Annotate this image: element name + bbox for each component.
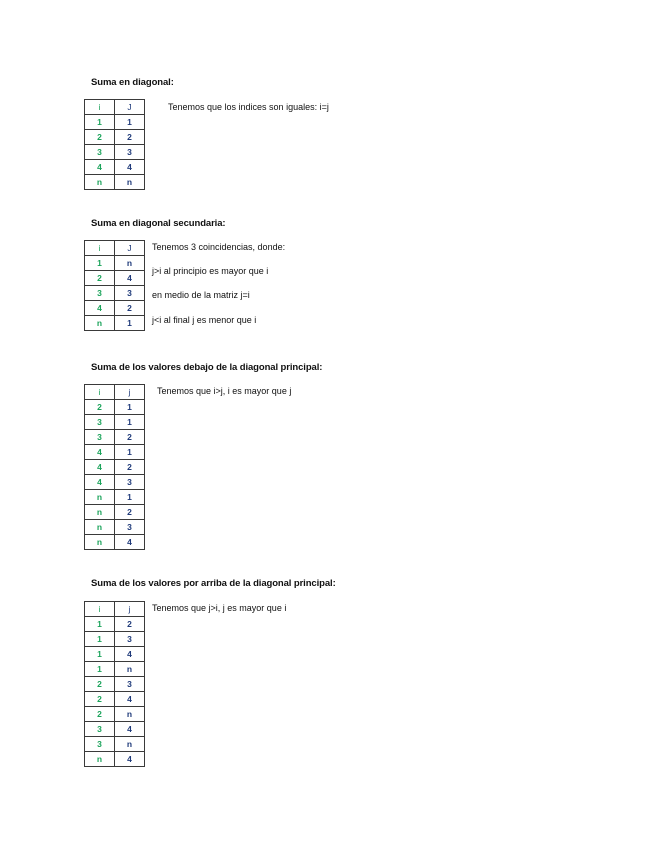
note-below-diagonal: Tenemos que i>j, i es mayor que j xyxy=(157,386,292,396)
table-row xyxy=(85,535,145,550)
note-secondary-2: j>i al principio es mayor que i xyxy=(152,266,269,276)
table-row xyxy=(85,430,145,445)
table-row xyxy=(85,505,145,520)
cell-i: 2 xyxy=(85,677,115,692)
index-table-below-diagonal xyxy=(84,384,145,550)
cell-i: 1 xyxy=(85,662,115,677)
table-row xyxy=(85,520,145,535)
table-row xyxy=(85,692,145,707)
cell-j: 1 xyxy=(115,115,145,130)
cell-i: 2 xyxy=(85,692,115,707)
cell-i: 2 xyxy=(85,271,115,286)
table-row xyxy=(85,475,145,490)
header-j: j xyxy=(115,385,145,400)
cell-j: 3 xyxy=(115,145,145,160)
cell-j: 2 xyxy=(115,505,145,520)
index-table-above-diagonal xyxy=(84,601,145,767)
cell-i: 3 xyxy=(85,722,115,737)
cell-i: 3 xyxy=(85,145,115,160)
cell-i: n xyxy=(85,175,115,190)
table-row xyxy=(85,662,145,677)
cell-i: n xyxy=(85,505,115,520)
cell-j: n xyxy=(115,175,145,190)
cell-j: 3 xyxy=(115,520,145,535)
section-title-below-diagonal: Suma de los valores debajo de la diagonal principal: xyxy=(91,362,323,373)
cell-j: 1 xyxy=(115,490,145,505)
table-row xyxy=(85,256,145,271)
cell-j: 3 xyxy=(115,286,145,301)
cell-i: 2 xyxy=(85,130,115,145)
cell-j: n xyxy=(115,256,145,271)
cell-i: 4 xyxy=(85,445,115,460)
cell-j: n xyxy=(115,707,145,722)
cell-j: 3 xyxy=(115,475,145,490)
cell-i: n xyxy=(85,752,115,767)
section-title-secondary-diagonal: Suma en diagonal secundaria: xyxy=(91,218,226,229)
cell-j: n xyxy=(115,737,145,752)
cell-i: 1 xyxy=(85,256,115,271)
cell-j: 2 xyxy=(115,617,145,632)
cell-j: 4 xyxy=(115,692,145,707)
cell-i: 1 xyxy=(85,617,115,632)
table-row xyxy=(85,145,145,160)
cell-i: 1 xyxy=(85,632,115,647)
table-row xyxy=(85,271,145,286)
cell-j: 4 xyxy=(115,160,145,175)
note-secondary-4: j<i al final j es menor que i xyxy=(152,315,257,325)
note-secondary-3: en medio de la matriz j=i xyxy=(152,290,250,300)
cell-j: 4 xyxy=(115,752,145,767)
cell-j: 3 xyxy=(115,677,145,692)
note-secondary-1: Tenemos 3 coincidencias, donde: xyxy=(152,242,286,252)
table-row xyxy=(85,160,145,175)
header-j: j xyxy=(115,602,145,617)
header-i: i xyxy=(85,602,115,617)
cell-j: 1 xyxy=(115,445,145,460)
section-title-diagonal: Suma en diagonal: xyxy=(91,77,174,88)
table-row xyxy=(85,707,145,722)
cell-j: 4 xyxy=(115,722,145,737)
table-row xyxy=(85,130,145,145)
cell-i: 3 xyxy=(85,737,115,752)
cell-j: 1 xyxy=(115,415,145,430)
cell-j: 4 xyxy=(115,271,145,286)
table-row xyxy=(85,647,145,662)
table-row xyxy=(85,316,145,331)
cell-i: 4 xyxy=(85,475,115,490)
header-j: J xyxy=(115,241,145,256)
note-diagonal: Tenemos que los indices son iguales: i=j xyxy=(168,102,329,112)
table-row xyxy=(85,722,145,737)
cell-i: n xyxy=(85,490,115,505)
table-row xyxy=(85,415,145,430)
table-row xyxy=(85,445,145,460)
table-row xyxy=(85,752,145,767)
cell-j: 3 xyxy=(115,632,145,647)
cell-i: 4 xyxy=(85,301,115,316)
table-row xyxy=(85,737,145,752)
cell-i: 4 xyxy=(85,160,115,175)
cell-i: n xyxy=(85,535,115,550)
table-row xyxy=(85,286,145,301)
header-i: i xyxy=(85,385,115,400)
table-row xyxy=(85,677,145,692)
cell-i: 2 xyxy=(85,400,115,415)
index-table-secondary-diagonal xyxy=(84,240,145,331)
cell-i: 3 xyxy=(85,286,115,301)
cell-j: 2 xyxy=(115,430,145,445)
table-row xyxy=(85,175,145,190)
cell-i: n xyxy=(85,316,115,331)
table-row xyxy=(85,301,145,316)
cell-j: n xyxy=(115,662,145,677)
table-row xyxy=(85,632,145,647)
note-above-diagonal: Tenemos que j>i, j es mayor que i xyxy=(152,603,287,613)
table-row xyxy=(85,617,145,632)
section-title-above-diagonal: Suma de los valores por arriba de la diagonal principal: xyxy=(91,578,336,589)
index-table-diagonal xyxy=(84,99,145,190)
cell-i: 3 xyxy=(85,430,115,445)
table-row xyxy=(85,490,145,505)
cell-i: n xyxy=(85,520,115,535)
cell-i: 1 xyxy=(85,647,115,662)
table-row xyxy=(85,115,145,130)
cell-i: 3 xyxy=(85,415,115,430)
cell-i: 1 xyxy=(85,115,115,130)
table-row xyxy=(85,400,145,415)
header-j: J xyxy=(115,100,145,115)
cell-j: 4 xyxy=(115,535,145,550)
cell-j: 2 xyxy=(115,301,145,316)
cell-j: 1 xyxy=(115,400,145,415)
cell-j: 2 xyxy=(115,460,145,475)
header-i: i xyxy=(85,100,115,115)
cell-i: 2 xyxy=(85,707,115,722)
cell-i: 4 xyxy=(85,460,115,475)
table-row xyxy=(85,460,145,475)
cell-j: 4 xyxy=(115,647,145,662)
cell-j: 2 xyxy=(115,130,145,145)
header-i: i xyxy=(85,241,115,256)
cell-j: 1 xyxy=(115,316,145,331)
